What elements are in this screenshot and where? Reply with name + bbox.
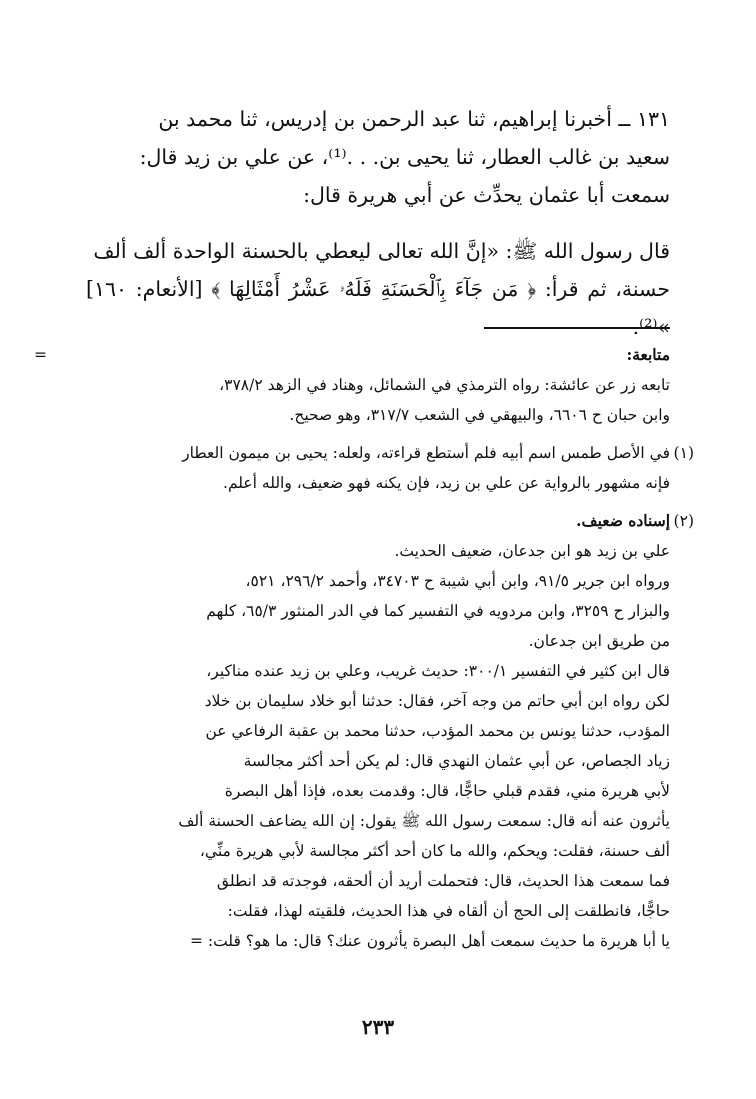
note-line: لأبي هريرة مني، فقدم قبلي حاجًّا، قال: وقدمت بعده، فإذا أهل البصرة [224, 782, 670, 800]
note-line: والبزار ح ٣٢٥٩، وابن مردويه في التفسير كما في الدر المنثور ٦٥/٣، كلهم [206, 602, 670, 620]
footnote-marker: (٢) [673, 512, 694, 530]
footnote-1 [86, 438, 694, 498]
mutabaa-note [34, 340, 670, 430]
note-line: في الأصل طمس اسم أبيه فلم أستطع قراءته، ولعله: يحيى بن ميمون العطار [182, 444, 670, 462]
note-line: يا أبا هريرة ما حديث سمعت أهل البصرة يأثرون عنك؟ قال: ما هو؟ قلت: = [189, 932, 670, 950]
note-line: لكن رواه ابن أبي حاتم من وجه آخر، فقال: حدثنا أبو خلاد سليمان بن خلاد [204, 692, 670, 710]
footnote-marker: (١) [673, 444, 694, 462]
footnotes [34, 340, 694, 956]
note-line: زياد الجصاص، عن أبي عثمان النهدي قال: لم يكن أحد أكثر مجالسة [243, 752, 670, 770]
note-line: تابعه زر عن عائشة: رواه الترمذي في الشمائل، وهناد في الزهد ٣٧٨/٢، [219, 376, 670, 394]
footnote-2 [86, 506, 694, 956]
note-line: ورواه ابن جرير ٩١/٥، وابن أبي شيبة ح ٣٤٧٠٣، وأحمد ٢٩٦/٢، ٥٢١، [245, 572, 670, 590]
note-line: فإنه مشهور بالرواية عن علي بن زيد، فإن يكنه فهو ضعيف، والله أعلم. [223, 474, 670, 492]
main-text [86, 100, 670, 346]
mutabaa-heading: متابعة: [626, 345, 670, 364]
page-number: ٢٣٣ [361, 1015, 395, 1039]
hadith-isnad-line: ١٣١ ــ أخبرنا إبراهيم، ثنا عبد الرحمن بن إدريس، ثنا محمد بن [158, 107, 670, 131]
note-line: وابن حبان ح ٦٦٠٦، والبيهقي في الشعب ٣١٧/٧، وهو صحيح. [289, 406, 670, 424]
footnote-separator [484, 327, 670, 329]
hadith-matn-line: حسنة، ثم قرأ: ﴿ مَن جَآءَ بِٱلْحَسَنَةِ فَلَهُۥ عَشْرُ أَمْثَالِهَا ﴾ [الأنعام: ١٦٠] »⁽²⁾. [86, 277, 670, 339]
note-line: علي بن زيد هو ابن جدعان، ضعيف الحديث. [394, 542, 670, 560]
note-line: يأثرون عنه أنه قال: سمعت رسول الله ﷺ يقول: إن الله يضاعف الحسنة ألف [178, 812, 670, 830]
note-line: المؤدب، حدثنا يونس بن محمد المؤدب، حدثنا محمد بن عقبة الرفاعي عن [205, 722, 670, 740]
note-line: قال ابن كثير في التفسير ٣٠٠/١: حديث غريب، وعلي بن زيد عنده مناكير، [206, 662, 670, 680]
note-line: فما سمعت هذا الحديث، قال: فتحملت أريد أن ألحقه، فوجدته قد انطلق [216, 872, 670, 890]
hadith-isnad-line: سمعت أبا عثمان يحدِّث عن أبي هريرة قال: [303, 183, 670, 207]
note-line: حاجًّا، فانطلقت إلى الحج أن ألقاه في هذا الحديث، فلقيته لهذا، فقلت: [227, 902, 670, 920]
note-line: ألف حسنة، فقلت: ويحكم، والله ما كان أحد أكثر مجالسة لأبي هريرة منِّي، [199, 842, 670, 860]
note-line: من طريق ابن جدعان. [528, 632, 670, 650]
hadith-matn-line: قال رسول الله ﷺ: «إنَّ الله تعالى ليعطي بالحسنة الواحدة ألف ألف [93, 239, 670, 263]
hadith-isnad-line: سعيد بن غالب العطار، ثنا يحيى بن. . .⁽¹⁾، عن علي بن زيد قال: [139, 145, 670, 169]
continuation-mark: = [34, 346, 47, 364]
footnote-heading: إسناده ضعيف. [576, 511, 670, 530]
